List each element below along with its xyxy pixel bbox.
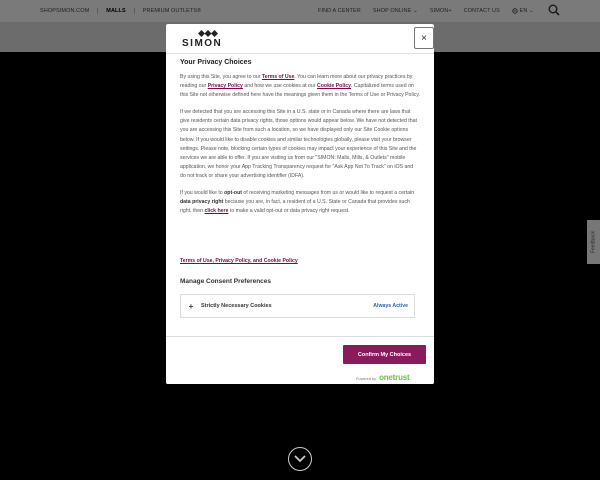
location-paragraph: If we detected that you are accessing this Site in a U.S. state or in Canada where there are laws that give residents certain data privacy rights, those options would appear below. We have not detected that you are accessing this Site from such a location, so we have displayed only our Site Cookie options below. If you would like to disable cookies and similar technologies globally, please visit your browser settings. Please note, blocking certain types of cookies may impact your experience of this Site and the services we are able to offer. If you are visiting us from our "SIMON: Malls, Mills, & Outlets" mobile application, we honor your App Tracking Transparency request for "Ask App Not To Track" on iOS and do not track or share your advertising identifier (IDFA). <box>180 109 417 179</box>
consent-status: Always Active <box>373 303 408 310</box>
confirm-my-choices-button[interactable]: Confirm My Choices <box>343 345 426 364</box>
opt-out-text-1: If you would like to <box>180 190 225 197</box>
opt-out-text-2: of receiving marketing messages from us or would like to request a certain <box>241 190 415 197</box>
close-icon: × <box>421 32 427 44</box>
modal-header <box>166 24 434 54</box>
intro-text-2: . You can learn more about our privacy practices by reading our <box>180 74 413 90</box>
simon-logo-mark <box>198 30 218 37</box>
expand-icon[interactable]: + <box>188 301 194 311</box>
intro-text-1: By using this Site, you agree to our <box>180 74 262 80</box>
modal-footer <box>166 336 434 384</box>
intro-text-3: and how we use cookies at our <box>242 83 317 90</box>
modal-body[interactable] <box>166 55 434 359</box>
onetrust-logo: onetrust <box>379 373 410 382</box>
simon-logo <box>182 30 234 50</box>
powered-by-onetrust[interactable] <box>356 373 409 382</box>
click-here-link[interactable]: click here <box>204 208 229 215</box>
intro-paragraph <box>180 73 420 100</box>
chevron-down-icon <box>294 455 306 463</box>
strictly-necessary-cookies-row[interactable] <box>180 294 415 318</box>
legal-policies-link[interactable]: Terms of Use, Privacy Policy, and Cookie Policy <box>180 258 298 265</box>
privacy-modal <box>166 24 434 384</box>
opt-out-text-4: to make a valid opt-out or data privacy right request. <box>228 208 350 215</box>
opt-out-bold: opt-out <box>224 190 242 197</box>
simon-logo-text: SIMON <box>182 38 223 49</box>
powered-by-label: Powered by <box>356 377 377 381</box>
opt-out-text-3: because you are, in fact, a resident of a U.S. State or Canada that provides such right, then <box>180 199 410 215</box>
terms-of-use-link[interactable]: Terms of Use <box>261 74 295 80</box>
close-button[interactable] <box>414 27 434 49</box>
consent-category-label: Strictly Necessary Cookies <box>201 303 272 310</box>
consent-heading: Manage Consent Preferences <box>180 278 272 286</box>
scroll-down-button[interactable] <box>288 447 312 471</box>
modal-title: Your Privacy Choices <box>180 59 252 66</box>
cookie-policy-link[interactable]: Cookie Policy <box>316 83 352 90</box>
privacy-policy-link[interactable]: Privacy Policy <box>207 83 243 90</box>
data-privacy-right-bold: data privacy right <box>180 199 224 206</box>
intro-text-4: . Capitalized terms used on this Site not otherwise defined here have the meanings given them in the Terms of Use or Privacy Policy. <box>180 83 420 99</box>
opt-out-paragraph <box>180 189 420 216</box>
